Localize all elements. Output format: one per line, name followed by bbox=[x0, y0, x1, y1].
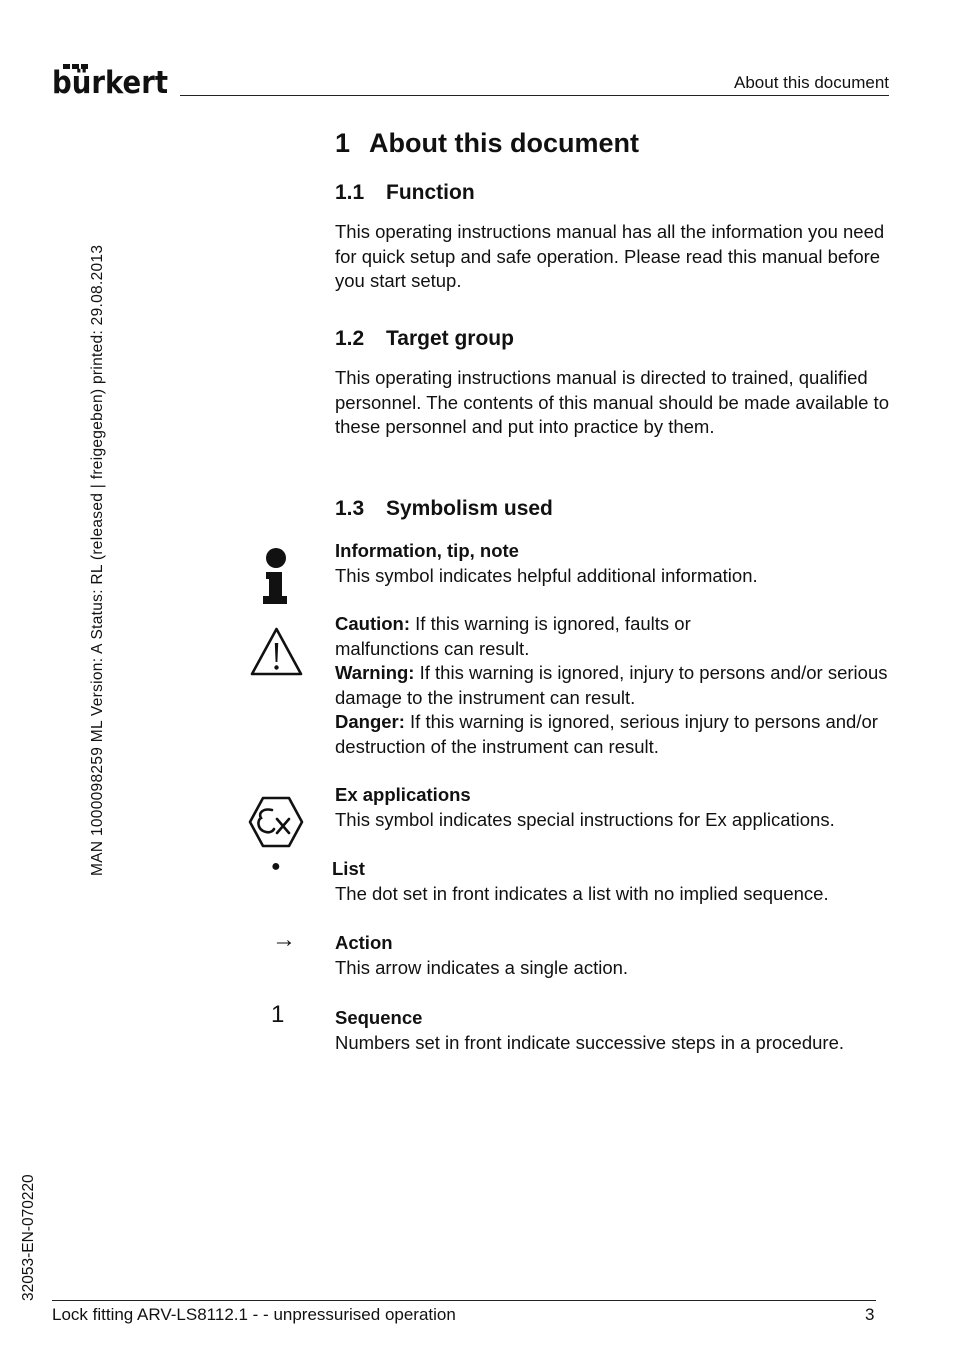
warnings-block bbox=[335, 612, 890, 759]
sequence-text: Numbers set in front indicate successive steps in a procedure. bbox=[335, 1031, 844, 1053]
list-text: The dot set in front indicates a list with no implied sequence. bbox=[335, 882, 829, 904]
target-group-paragraph: This operating instructions manual is directed to trained, qualified personnel. The contents of this manual should be made available to these personnel and put into practice by them. bbox=[335, 367, 889, 437]
info-title: Information, tip, note bbox=[335, 540, 519, 561]
section-title: Symbolism used bbox=[386, 497, 553, 520]
document-code-vertical: 32053-EN-070220 bbox=[20, 1174, 37, 1301]
info-symbol-block bbox=[335, 539, 895, 588]
list-symbol-block bbox=[332, 857, 895, 906]
section-title: Function bbox=[386, 181, 475, 204]
sequence-title: Sequence bbox=[335, 1007, 423, 1028]
section-heading-symbolism bbox=[335, 497, 553, 521]
list-title: List bbox=[332, 858, 365, 879]
chapter-title: About this document bbox=[369, 128, 639, 158]
action-arrow-icon: → bbox=[272, 926, 296, 953]
chapter-number: 1 bbox=[335, 128, 351, 158]
list-bullet-icon: ● bbox=[271, 858, 281, 875]
caution-text: If this warning is ignored, faults or malfunctions can result. bbox=[335, 613, 691, 659]
warning-triangle-icon bbox=[249, 626, 304, 678]
ex-text: This symbol indicates special instructions for Ex applications. bbox=[335, 808, 835, 830]
document-meta-vertical: MAN 1000098259 ML Version: A Status: RL (released | freigegeben) printed: 29.08.2013 bbox=[89, 244, 106, 876]
footer-rule bbox=[52, 1300, 876, 1301]
section-heading-function bbox=[335, 181, 475, 205]
burkert-logo bbox=[52, 62, 170, 96]
chapter-heading bbox=[335, 128, 639, 159]
ex-hexagon-icon bbox=[247, 795, 305, 849]
svg-text:bürkert: bürkert bbox=[52, 65, 169, 96]
page-number: 3 bbox=[865, 1305, 875, 1324]
section-title: Target group bbox=[386, 327, 514, 350]
header-section-title: About this document bbox=[734, 73, 889, 92]
warning-label: Warning: bbox=[335, 662, 415, 683]
warning-entry bbox=[335, 661, 890, 710]
action-title: Action bbox=[335, 932, 393, 953]
footer-document-title: Lock fitting ARV-LS8112.1 - - unpressurised operation bbox=[52, 1305, 456, 1324]
danger-text: If this warning is ignored, serious injury to persons and/or destruction of the instrument can result. bbox=[335, 711, 878, 757]
header-rule bbox=[180, 95, 889, 96]
caution-label: Caution: bbox=[335, 613, 411, 634]
danger-label: Danger: bbox=[335, 711, 405, 732]
caution-entry bbox=[335, 612, 735, 661]
ex-symbol-block bbox=[335, 783, 895, 832]
info-text: This symbol indicates helpful additional information. bbox=[335, 564, 758, 586]
danger-entry bbox=[335, 710, 890, 759]
section-number: 1.3 bbox=[335, 497, 365, 520]
section-heading-target-group bbox=[335, 327, 514, 351]
ex-title: Ex applications bbox=[335, 784, 471, 805]
section-number: 1.1 bbox=[335, 181, 365, 204]
action-symbol-block bbox=[335, 931, 895, 980]
warning-text: If this warning is ignored, injury to persons and/or serious damage to the instrument can result. bbox=[335, 662, 888, 708]
function-paragraph: This operating instructions manual has all the information you need for quick setup and safe operation. Please read this manual before you start setup. bbox=[335, 221, 885, 291]
sequence-number-marker: 1 bbox=[271, 1001, 285, 1028]
action-text: This arrow indicates a single action. bbox=[335, 956, 629, 978]
section-number: 1.2 bbox=[335, 327, 365, 350]
sequence-symbol-block bbox=[335, 1006, 895, 1055]
info-icon bbox=[262, 548, 292, 606]
